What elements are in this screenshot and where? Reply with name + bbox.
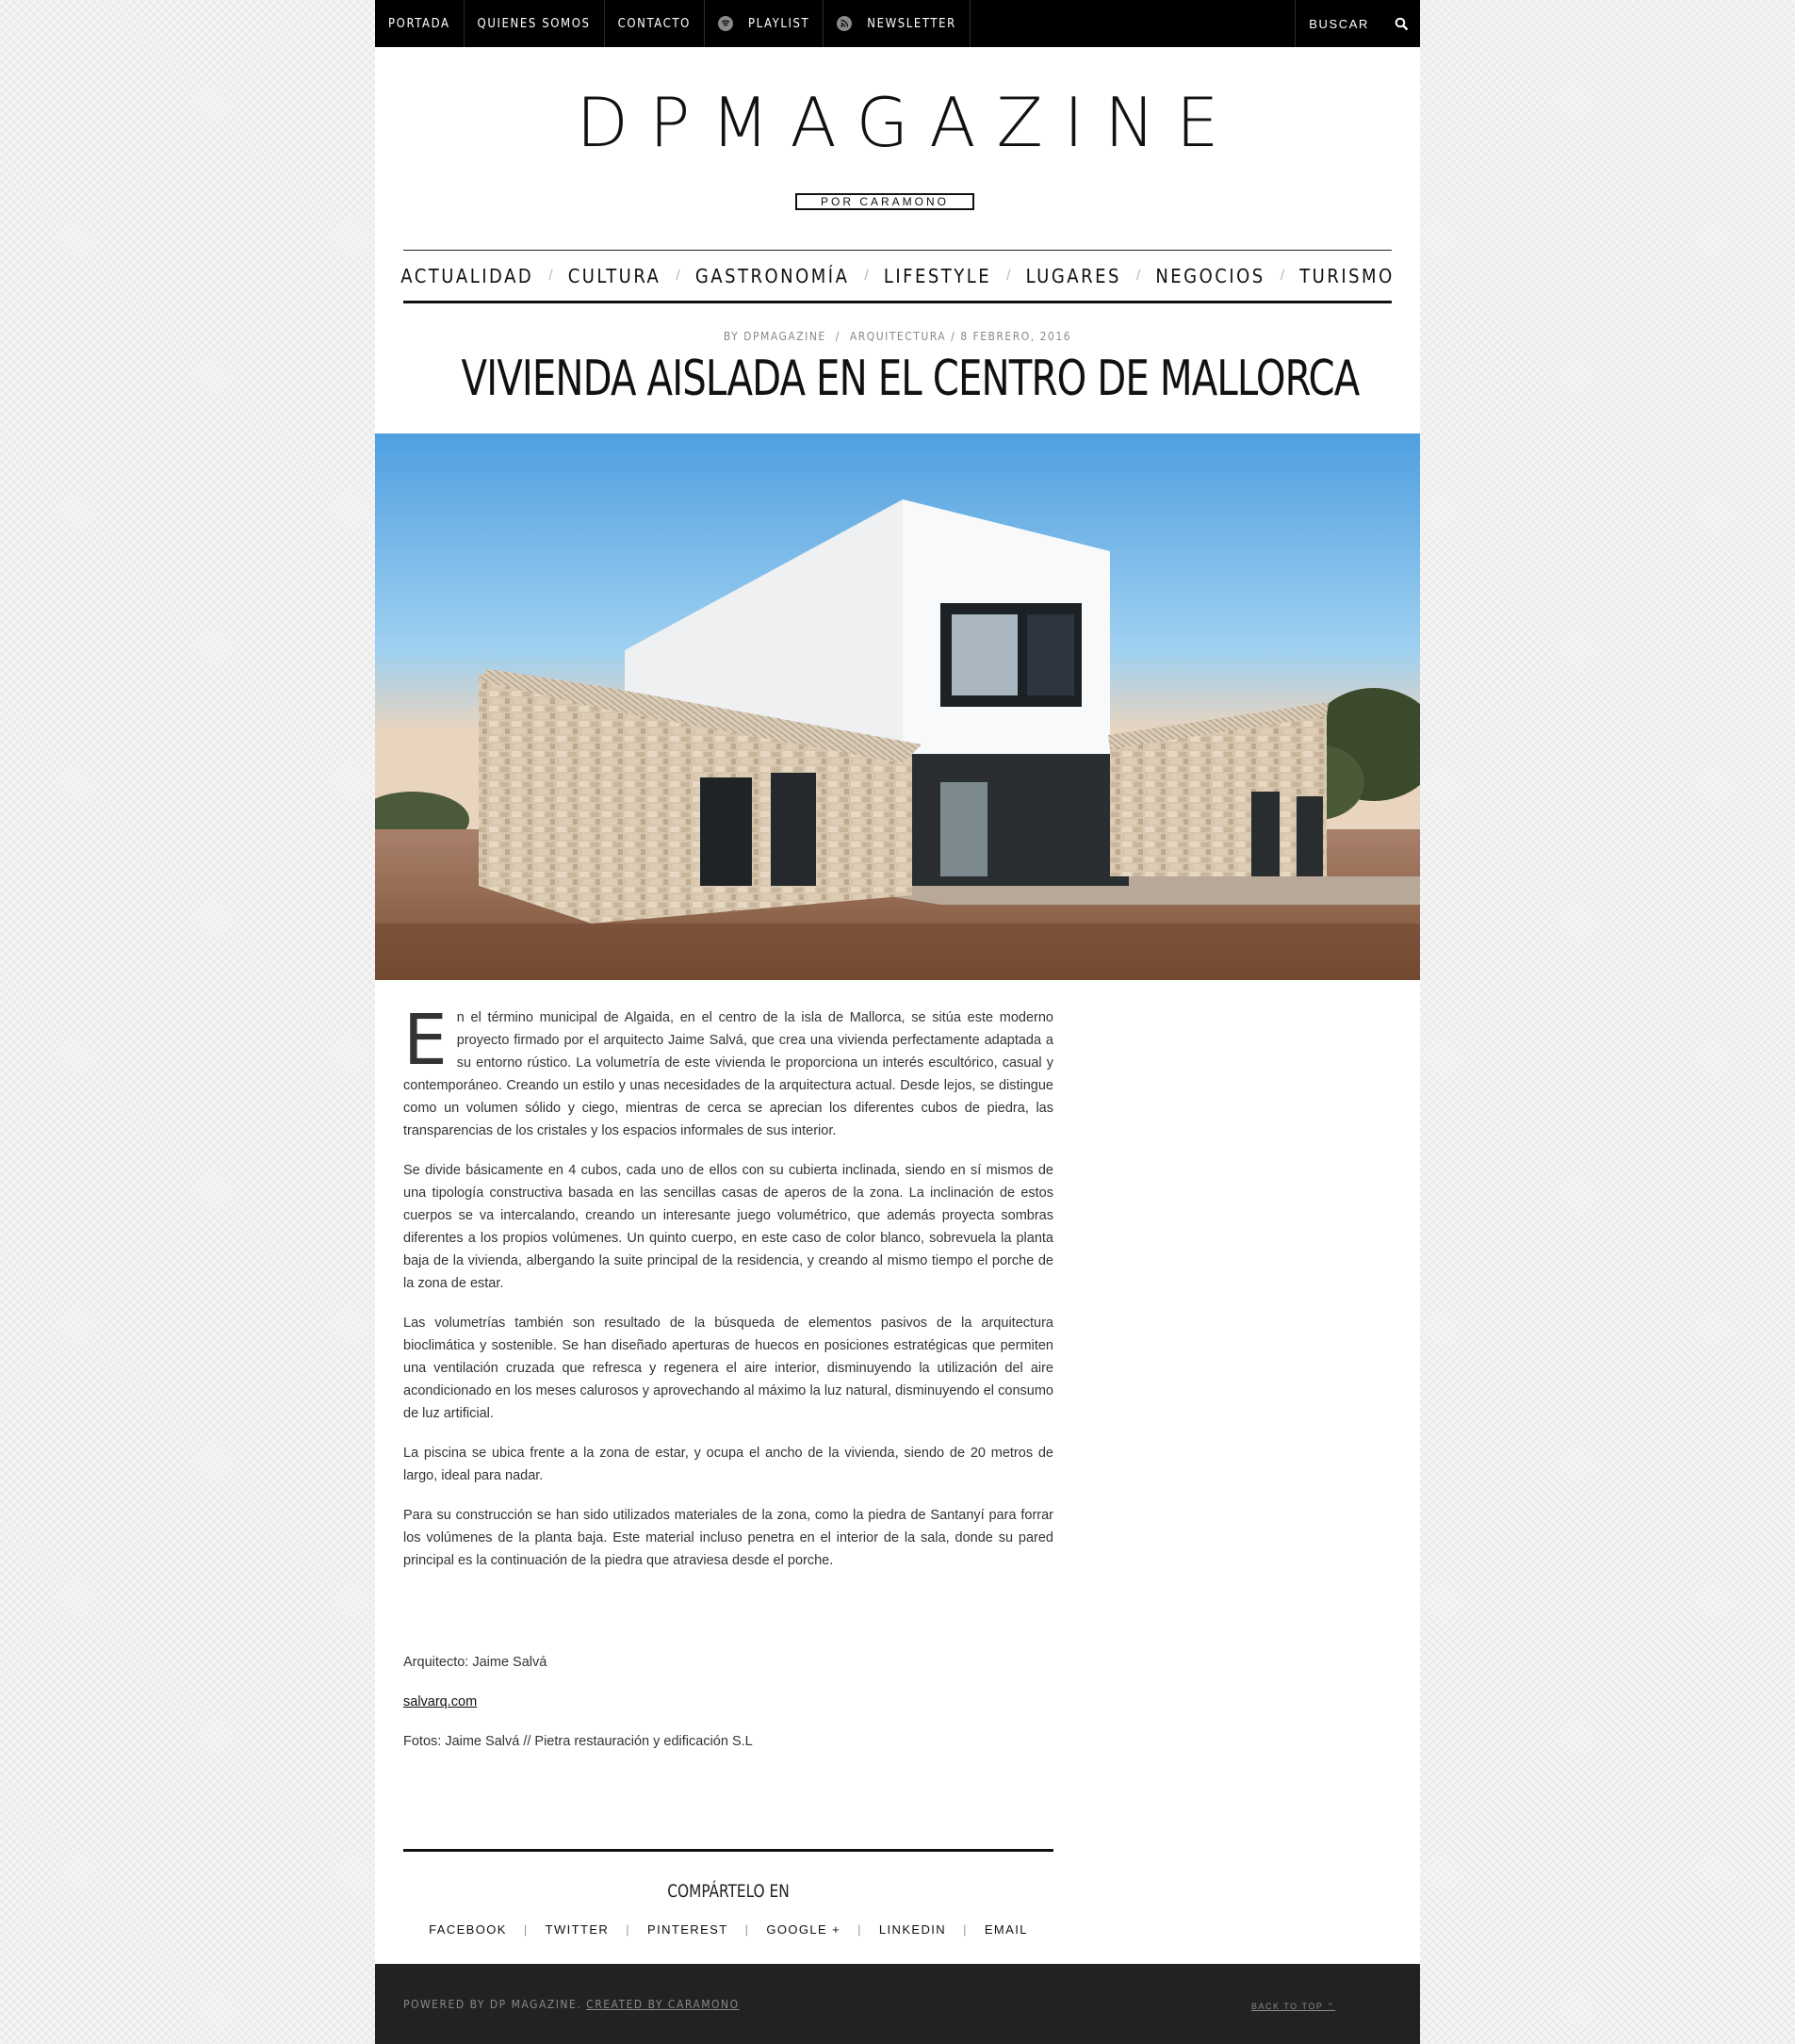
top-nav xyxy=(375,0,971,47)
hero-image xyxy=(375,433,1420,980)
nav-separator: / xyxy=(864,267,869,284)
share-separator: | xyxy=(963,1922,968,1937)
back-to-top-link[interactable]: BACK TO TOP ⌃ xyxy=(1251,2002,1336,2011)
share-separator: | xyxy=(523,1922,529,1937)
rss-icon xyxy=(837,16,852,31)
nav-actualidad[interactable]: ACTUALIDAD xyxy=(400,264,534,287)
site-tagline: POR CARAMONO xyxy=(795,193,974,210)
share-title: COMPÁRTELO EN xyxy=(667,1881,790,1902)
nav-lifestyle[interactable]: LIFESTYLE xyxy=(883,264,992,287)
photo-credit: Fotos: Jaime Salvá // Pietra restauración y edificación S.L xyxy=(403,1734,753,1749)
topnav-label: QUIENES SOMOS xyxy=(477,16,591,31)
site-logo[interactable]: DPMAGAZINE xyxy=(576,83,1240,162)
nav-separator: / xyxy=(676,267,680,284)
article-meta: BY DPMAGAZINE / ARQUITECTURA / 8 FEBRERO, 2016 xyxy=(723,330,1072,343)
article-paragraph: Se divide básicamente en 4 cubos, cada uno de ellos con su cubierta inclinada, siendo en sí mismos de una tipología constructiva basada en las sencillas casas de aperos de la zona. La inclinación de estos cuerpos se va intercalando, creando un interesante juego volumétrico, que además proyecta sombras diferentes a los propios volúmenes. Un quinto cuerpo, en este caso de color blanco, sobrevuela la planta baja de la vivienda, albergando la suite principal de la residencia, y creando al mismo tiempo el porche de la zona de estar. xyxy=(403,1163,1053,1291)
main-nav xyxy=(400,250,1395,303)
meta-separator: / xyxy=(835,330,840,343)
search-label[interactable]: BUSCAR xyxy=(1309,16,1369,31)
top-bar xyxy=(375,0,1420,47)
topnav-label: PLAYLIST xyxy=(747,16,810,31)
nav-turismo[interactable]: TURISMO xyxy=(1299,264,1395,287)
nav-separator: / xyxy=(1280,267,1285,284)
nav-separator: / xyxy=(548,267,553,284)
page xyxy=(375,0,1420,2044)
topnav-quienes-somos[interactable] xyxy=(465,0,605,47)
article-category[interactable]: ARQUITECTURA xyxy=(849,330,947,343)
paragraph-text: n el término municipal de Algaida, en el centro de la isla de Mallorca, se sitúa este moderno proyecto firmado por el arquitecto Jaime Salvá, que crea una vivienda perfectamente adaptada a su entorno rústico. La volumetría de este vivienda le proporciona un interés escultórico, casual y contemporáneo. Creando un estilo y unas necesidades de la arquitectura actual. Desde lejos, se distingue como un volumen sólido y ciego, mientras de cerca se aprecian los diferentes cubos de piedra, las transparencias de los cristales y los espacios informales de sus interior. xyxy=(403,1010,1053,1138)
share-separator: | xyxy=(857,1922,862,1937)
powered-text: POWERED BY DP MAGAZINE. xyxy=(403,1998,582,2011)
search-area[interactable] xyxy=(1295,0,1420,47)
architect-link[interactable]: salvarq.com xyxy=(403,1694,478,1709)
nav-separator: / xyxy=(1006,267,1011,284)
article-paragraph: Las volumetrías también son resultado de la búsqueda de elementos pasivos de la arquitectura bioclimática y sostenible. Se han diseñado aperturas de huecos en posiciones estratégicas que permiten una ventilación cruzada que refresca y regenera el aire interior, disminuyendo la utilización del aire acondicionado en los meses calurosos y aprovechando al máximo la luz natural, disminuyendo el consumo de luz artificial. xyxy=(403,1316,1053,1421)
article-date: 8 FEBRERO, 2016 xyxy=(960,330,1072,343)
article-paragraph: La piscina se ubica frente a la zona de estar, y ocupa el ancho de la vivienda, siendo de 20 metros de largo, ideal para nadar. xyxy=(403,1446,1053,1483)
share-separator: | xyxy=(626,1922,630,1937)
drop-cap: E xyxy=(403,1000,448,1081)
topnav-label: PORTADA xyxy=(388,16,450,31)
nav-separator: / xyxy=(1135,267,1141,284)
topnav-contacto[interactable] xyxy=(605,0,705,47)
share-email[interactable]: EMAIL xyxy=(984,1922,1028,1937)
share-pinterest[interactable]: PINTEREST xyxy=(647,1922,728,1937)
article-title: VIVIENDA AISLADA EN EL CENTRO DE MALLORCA xyxy=(461,351,1360,407)
share-links xyxy=(403,1922,1053,1937)
share-separator: | xyxy=(744,1922,750,1937)
footer-powered xyxy=(403,1998,740,2011)
topnav-newsletter[interactable] xyxy=(824,0,971,47)
topnav-label: CONTACTO xyxy=(617,16,691,31)
article-byline[interactable]: BY DPMAGAZINE xyxy=(723,330,826,343)
share-twitter[interactable]: TWITTER xyxy=(545,1922,610,1937)
article-paragraph: Para su construcción se han sido utilizados materiales de la zona, como la piedra de Santanyí para forrar los volúmenes de la planta baja. Este material incluso penetra en el interior de la sala, donde su pared principal es la continuación de la piedra que atraviesa desde el porche. xyxy=(403,1508,1053,1568)
share-divider xyxy=(403,1849,1053,1852)
article-title-row xyxy=(403,349,1392,409)
nav-negocios[interactable]: NEGOCIOS xyxy=(1155,264,1265,287)
topnav-playlist[interactable] xyxy=(705,0,824,47)
topnav-portada[interactable] xyxy=(375,0,465,47)
share-google-plus[interactable]: GOOGLE + xyxy=(766,1922,841,1937)
nav-gastronomia[interactable]: GASTRONOMÍA xyxy=(694,264,850,287)
article-body xyxy=(403,1000,1053,1589)
share-linkedin[interactable]: LINKEDIN xyxy=(878,1922,947,1937)
topnav-label: NEWSLETTER xyxy=(867,16,956,31)
spotify-icon xyxy=(718,16,733,31)
created-by-link[interactable]: CREATED BY CARAMONO xyxy=(586,1998,740,2011)
article-paragraph xyxy=(403,1000,1053,1142)
search-icon[interactable] xyxy=(1382,0,1420,47)
architect-credit: Arquitecto: Jaime Salvá xyxy=(403,1655,547,1670)
share-facebook[interactable]: FACEBOOK xyxy=(429,1922,507,1937)
site-footer xyxy=(375,1964,1420,2044)
nav-cultura[interactable]: CULTURA xyxy=(567,264,661,287)
article-credits xyxy=(403,1652,1053,1771)
nav-lugares[interactable]: LUGARES xyxy=(1025,264,1121,287)
